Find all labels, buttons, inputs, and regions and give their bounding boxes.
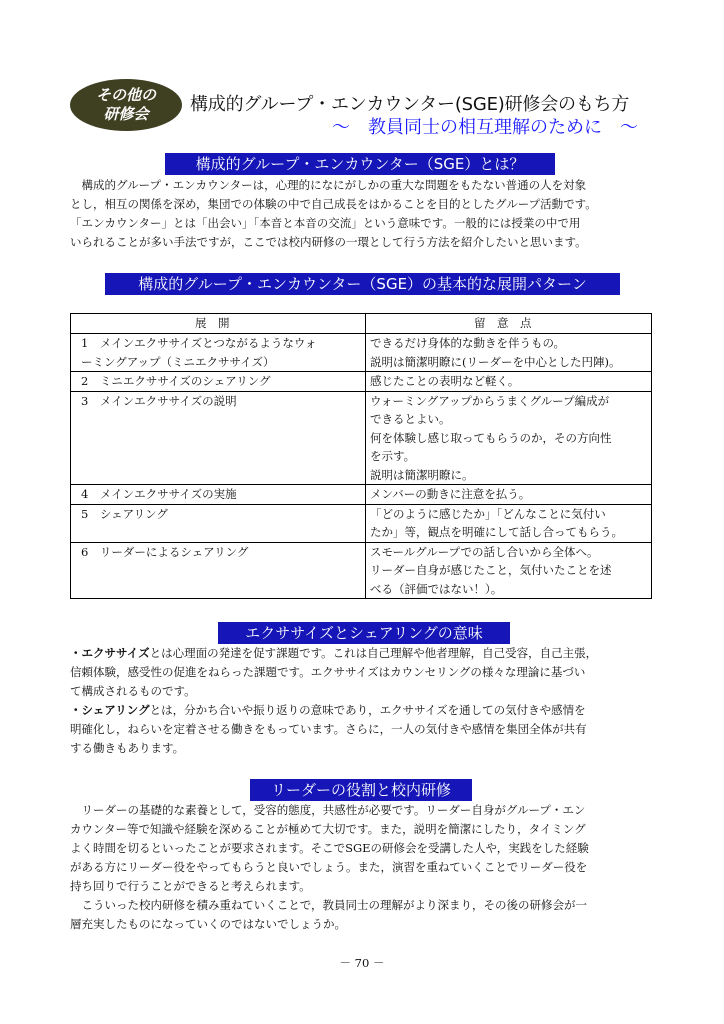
paragraph-line: する働きもあります。 [70,741,185,755]
cell-line: 説明は簡潔明瞭に。 [370,467,474,482]
leader-paragraph [70,801,662,934]
paragraph-line: 層充実したものになっていくのではないでしょうか。 [70,917,346,931]
cell-line: 感じたことの表明など軽く。 [370,374,520,388]
cell-line: 「どのように感じたか」「どんなことに気付い [370,506,606,521]
column-header-development: 展開 [71,314,366,334]
table-row [71,391,652,485]
cell-line: できるだけ身体的な動きを伴うもの。 [370,336,566,350]
paragraph-text: とは，分かち合いや振り返りの意味であり，エクササイズを通しての気付きや感情を [149,703,586,717]
step-cell [71,334,366,372]
category-badge [70,79,182,131]
cell-line: ウォーミングアップからうまくグループ編成が [370,393,610,408]
cell-line: スモールグループでの話し合いから全体へ。 [370,544,599,559]
step-cell [71,391,366,485]
cell-line: 6 リーダーによるシェアリング [81,544,249,559]
sharing-term: ・シェアリング [70,703,150,717]
cell-line: 2 ミニエクササイズのシェアリング [81,374,271,388]
pattern-table [70,313,652,599]
cell-line: できるとよい。 [370,412,451,426]
section-heading-meaning: エクササイズとシェアリングの意味 [218,622,510,644]
meaning-paragraph [70,644,662,758]
paragraph-line: よく時間を切るといったことが要求されます。そこでSGEの研修会を受講した人や，実践をした経験 [70,841,589,855]
paragraph-line: とし，相互の関係を深め，集団での体験の中で自己成長をはかることを目的としたグループ活動です。 [70,197,597,211]
note-cell [366,334,652,372]
note-cell [366,504,652,542]
cell-line: 3 メインエクササイズの説明 [81,393,237,408]
cell-line: を示す。 [370,449,416,463]
page-title: 構成的グループ・エンカウンター(SGE)研修会のもち方 [190,94,630,115]
cell-line: リーダー自身が感じたこと，気付いたことを述 [370,563,612,577]
paragraph-line: こういった校内研修を積み重ねていくことで，教員同士の理解がより深まり，その後の研修会が一 [81,898,587,912]
cell-line: 5 シェアリング [81,506,168,521]
section-heading-what-is: 構成的グループ・エンカウンター（SGE）とは？ [165,153,555,175]
table-row [71,485,652,505]
cell-line: 1 メインエクササイズとつながるようなウォ [81,336,317,350]
cell-line: メンバーの動きに注意を払う。 [370,487,531,501]
badge-line-1: その他の [95,86,156,104]
page-number: － 70 － [339,956,385,970]
paragraph-line: て構成されるものです。 [70,684,196,698]
paragraph-line: がある方にリーダー役をやってもらうと良いでしょう。また，演習を重ねていくことでリーダー役を [70,860,588,874]
paragraph-line: 「エンカウンター」とは「出会い」「本音と本音の交流」という意味です。一般的には授業の中で用 [70,216,581,230]
step-cell [71,372,366,392]
cell-line: たか」等，観点を明確にして話し合ってもらう。 [370,525,623,539]
paragraph-line: 構成的グループ・エンカウンターは，心理的になにがしかの重大な問題をもたない普通の人を対象 [81,178,587,192]
paragraph-line: いられることが多い手法ですが，ここでは校内研修の一環として行う方法を紹介したいと思います。 [70,235,587,249]
section-heading-leader: リーダーの役割と校内研修 [250,779,472,801]
paragraph-line: リーダーの基礎的な素養として，受容的態度，共感性が必要です。リーダー自身がグループ・エン [81,803,586,817]
cell-line: 4 メインエクササイズの実施 [81,487,237,501]
step-cell [71,504,366,542]
table-row [71,504,652,542]
paragraph-text: とは心理面の発達を促す課題です。これは自己理解や他者理解，自己受容，自己主張， [149,646,598,660]
paragraph-line: 持ち回りで行うことができると考えられます。 [70,879,311,893]
step-cell [71,485,366,505]
page-subtitle: ～ 教員同士の相互理解のために ～ [332,117,638,138]
what-is-paragraph [70,176,662,252]
paragraph-line [70,701,662,720]
paragraph-line: カウンター等で知識や経験を深めることが極めて大切です。また，説明を簡潔にしたり，タイミング [70,822,586,836]
note-cell [366,391,652,485]
note-cell [366,372,652,392]
table-row [71,334,652,372]
section-heading-pattern: 構成的グループ・エンカウンター（SGE）の基本的な展開パターン [105,273,620,295]
paragraph-line: 明確化し，ねらいを定着させる働きをもっています。さらに，一人の気付きや感情を集団全体が共有 [70,722,587,736]
cell-line: べる（評価ではない！）。 [370,581,503,596]
cell-line: ーミングアップ（ミニエクササイズ） [81,354,275,369]
table-row [71,372,652,392]
note-cell [366,542,652,599]
paragraph-line: 信頼体験，感受性の促進をねらった課題です。エクササイズはカウンセリングの様々な理論に基づい [70,665,586,679]
column-header-notes: 留意点 [366,314,652,334]
note-cell [366,485,652,505]
paragraph-line [70,644,662,663]
badge-line-2: 研修会 [103,105,149,123]
cell-line: 説明は簡潔明瞭に(リーダーを中心とした円陣)。 [370,354,621,369]
exercise-term: ・エクササイズ [70,646,150,660]
cell-line: 何を体験し感じ取ってもらうのか，その方向性 [370,430,612,445]
step-cell [71,542,366,599]
table-row [71,542,652,599]
